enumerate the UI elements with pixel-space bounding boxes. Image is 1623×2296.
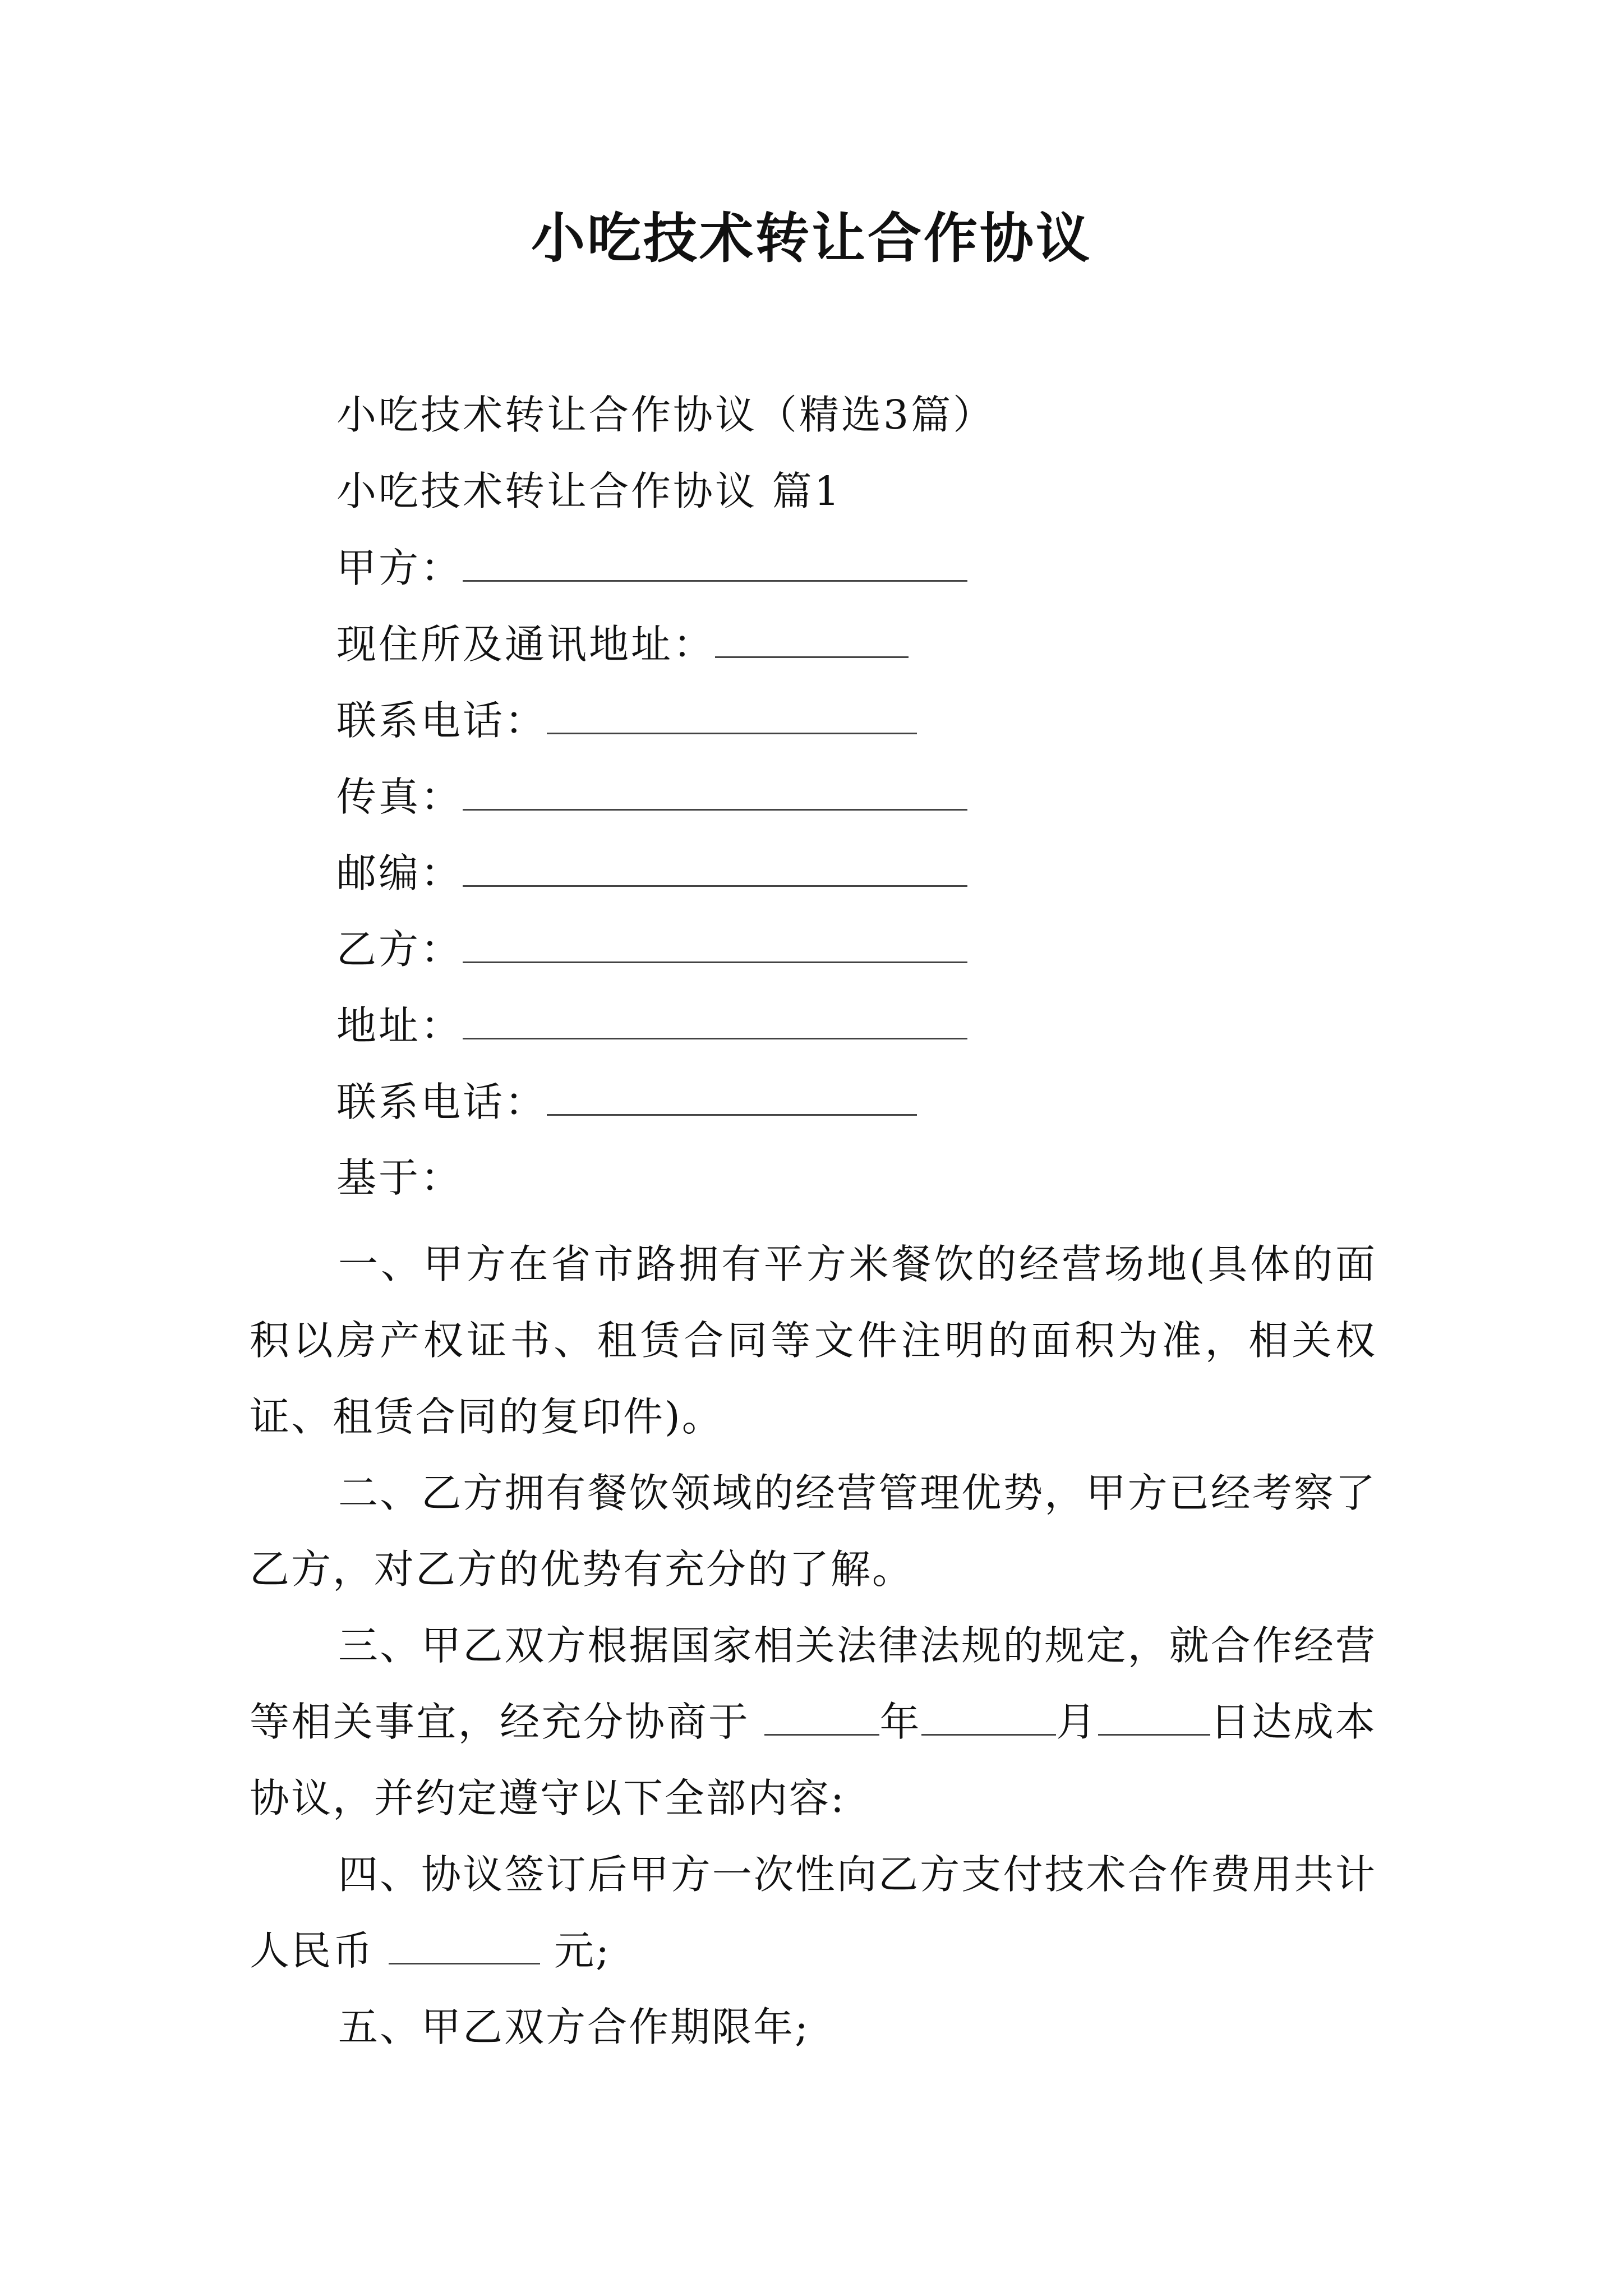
year-label: 年 [879, 1699, 921, 1745]
year-blank[interactable] [764, 1694, 879, 1736]
fax-field [336, 769, 967, 825]
address-a-blank[interactable] [715, 616, 909, 658]
party-b-field [336, 921, 967, 978]
fax-label: 传真： [336, 774, 463, 820]
address-b-blank[interactable] [463, 997, 967, 1039]
clause-5: 五、甲乙双方合作期限年; [338, 2004, 810, 2050]
subtitle: 小吃技术转让合作协议（精选3篇） [336, 392, 995, 438]
address-a-label: 现住所及通讯地址： [336, 621, 716, 668]
month-label: 月 [1055, 1699, 1098, 1745]
postcode-blank[interactable] [463, 845, 967, 887]
party-b-blank[interactable] [463, 921, 967, 963]
clause-1: 一、甲方在省市路拥有平方米餐饮的经营场地(具体的面积以房产权证书、租赁合同等文件注明的面积为准，相关权证、租赁合同的复印件)。 [250, 1241, 1377, 1440]
phone-a-label: 联系电话： [336, 697, 547, 744]
section-heading: 小吃技术转让合作协议 篇1 [336, 468, 842, 514]
party-b-label: 乙方： [336, 926, 463, 973]
clause-3-text-b: 达成本协议，并约定遵守以下全部内容: [250, 1699, 1377, 1821]
address-b-field [336, 997, 967, 1054]
clause-3-text-a: 三、甲乙双方根据国家相关法律法规的规定，就合作经营等相关事宜，经充分协商于 [250, 1622, 1377, 1745]
phone-a-field [336, 692, 917, 749]
address-a-field [336, 616, 909, 673]
postcode-field [336, 845, 967, 901]
postcode-label: 邮编： [336, 850, 463, 896]
clause-2: 二、乙方拥有餐饮领域的经营管理优势，甲方已经考察了乙方，对乙方的优势有充分的了解。 [250, 1470, 1377, 1593]
amount-blank[interactable] [389, 1922, 540, 1964]
clause-4-text: 四、协议签订后甲方一次性向乙方支付技术合作费用共计人民币 [250, 1851, 1377, 1974]
fax-blank[interactable] [463, 769, 967, 811]
clause-4 [250, 1837, 1377, 1989]
phone-a-blank[interactable] [547, 692, 917, 734]
party-a-field [336, 540, 967, 596]
address-b-label: 地址： [336, 1002, 463, 1049]
phone-b-field [336, 1074, 917, 1130]
phone-b-blank[interactable] [547, 1074, 917, 1116]
phone-b-label: 联系电话： [336, 1079, 547, 1125]
month-blank[interactable] [921, 1694, 1056, 1736]
day-label: 日 [1210, 1699, 1252, 1745]
amount-unit: 元; [554, 1927, 611, 1974]
clause-3 [250, 1608, 1377, 1837]
day-blank[interactable] [1098, 1694, 1210, 1736]
party-a-blank[interactable] [463, 540, 967, 582]
based-on-label: 基于： [336, 1154, 463, 1201]
document-title: 小吃技术转让合作协议 [531, 206, 1092, 270]
party-a-label: 甲方： [336, 545, 463, 591]
